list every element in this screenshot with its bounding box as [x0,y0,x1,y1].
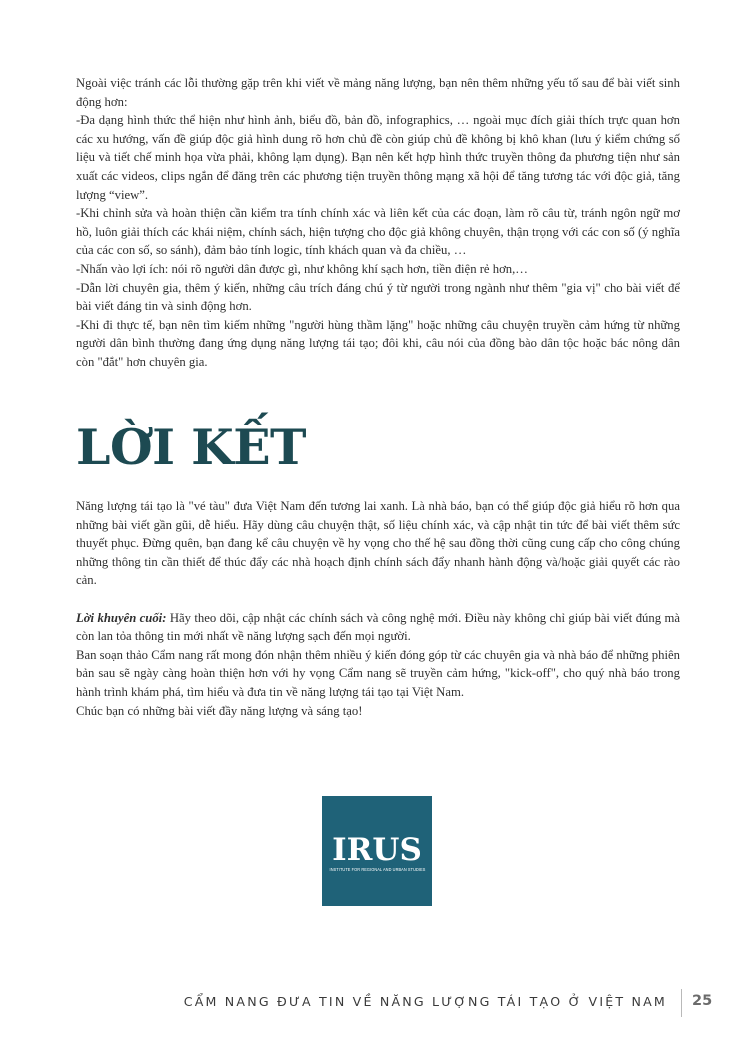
feedback-paragraph: Ban soạn thảo Cẩm nang rất mong đón nhận thêm nhiều ý kiến đóng góp từ các chuyên gia và nhà báo để những phiên bản sau sẽ ngày càng hoàn thiện hơn với hy vọng Cẩm nang sẽ truyền cảm hứng, "kick-off", cho quý nhà báo trong hành trình khám phá, tìm hiểu và đưa tin về năng lượng tái tạo tại Việt Nam. [76,647,680,699]
tip-editing: -Khi chỉnh sửa và hoàn thiện cần kiểm tra tính chính xác và liên kết của các đoạn, làm rõ câu từ, tránh ngôn ngữ mơ hồ, luôn giải thích các khái niệm, chính sách, hiện tượng cho độc giả không chuyên, thận trọng với các con số (ý nghĩa của các con số, so sánh), đảm bảo tính logic, tính khách quan và đa chiều, … [76,206,680,258]
logo-subtitle: INSTITUTE FOR REGIONAL AND URBAN STUDIES [329,867,425,872]
tip-benefits: -Nhấn vào lợi ích: nói rõ người dân được gì, như không khí sạch hơn, tiền điện rẻ hơn,… [76,261,528,276]
tip-expert-quotes: -Dẫn lời chuyên gia, thêm ý kiến, những câu trích đáng chú ý từ người trong ngành như thêm "gia vị" cho bài viết để bài viết đáng tin và sinh động hơn. [76,280,680,314]
section-heading: LỜI KẾT [76,418,307,476]
footer-title: CẨM NANG ĐƯA TIN VỀ NĂNG LƯỢNG TÁI TẠO Ở VIỆT NAM [183,994,667,1009]
advice-label: Lời khuyên cuối: [76,610,167,625]
logo-wordmark: IRUS [332,832,422,868]
intro-paragraph: Ngoài việc tránh các lỗi thường gặp trên khi viết về mảng năng lượng, bạn nên thêm những yếu tố sau để bài viết sinh động hơn: [76,76,680,109]
intro-section [76,74,680,372]
advice-paragraph [76,609,680,646]
footer-divider [681,989,682,1017]
tip-visual-formats: -Đa dạng hình thức thể hiện như hình ảnh, biểu đồ, bản đồ, infographics, … ngoài mục đích giải thích trực quan hơn các xu hướng, vấn đề giúp độc giả hình dung rõ hơn chủ đề còn giúp chủ đề không bị khô khan (lưu ý kiểm chứng số liệu và tiết chế minh họa vừa phải, không lạm dụng). Bạn nên kết hợp hình thức truyền thông đa phương tiện như sản xuất các videos, clips ngắn để đăng trên các phương tiện truyền thông mạng xã hội để tăng tương tác với độc giả, tăng lượng “view”. [76,113,680,202]
tip-field-stories: -Khi đi thực tế, bạn nên tìm kiếm những "người hùng thầm lặng" hoặc những câu chuyện truyền cảm hứng từ những người dân bình thường đang ứng dụng năng lượng tái tạo; đôi khi, câu nói của đồng bào dân tộc hoặc bác nông dân còn "đắt" hơn chuyên gia. [76,317,680,369]
closing-paragraph: Năng lượng tái tạo là "vé tàu" đưa Việt Nam đến tương lai xanh. Là nhà báo, bạn có thể giúp độc giả hiểu rõ hơn qua những bài viết gần gũi, dễ hiểu. Hãy dùng câu chuyện thật, số liệu chính xác, và cập nhật tin tức để bài viết thêm sức thuyết phục. Đừng quên, bạn đang kể câu chuyện về hy vọng cho thế hệ sau đồng thời cũng cung cấp cho công chúng những thông tin cần thiết để thúc đẩy các nhà hoạch định chính sách đẩy nhanh hành động và/hoặc giải quyết các rào cản. [76,499,680,588]
irus-logo [322,796,432,906]
wishes-paragraph: Chúc bạn có những bài viết đầy năng lượng và sáng tạo! [76,703,363,718]
paragraph-gap [76,590,680,609]
closing-section [76,497,680,720]
advice-text: Hãy theo dõi, cập nhật các chính sách và công nghệ mới. Điều này không chỉ giúp bài viết đúng mà còn lan tỏa thông tin mới nhất về năng lượng sạch đến mọi người. [76,610,680,644]
page-number: 25 [692,993,713,1009]
